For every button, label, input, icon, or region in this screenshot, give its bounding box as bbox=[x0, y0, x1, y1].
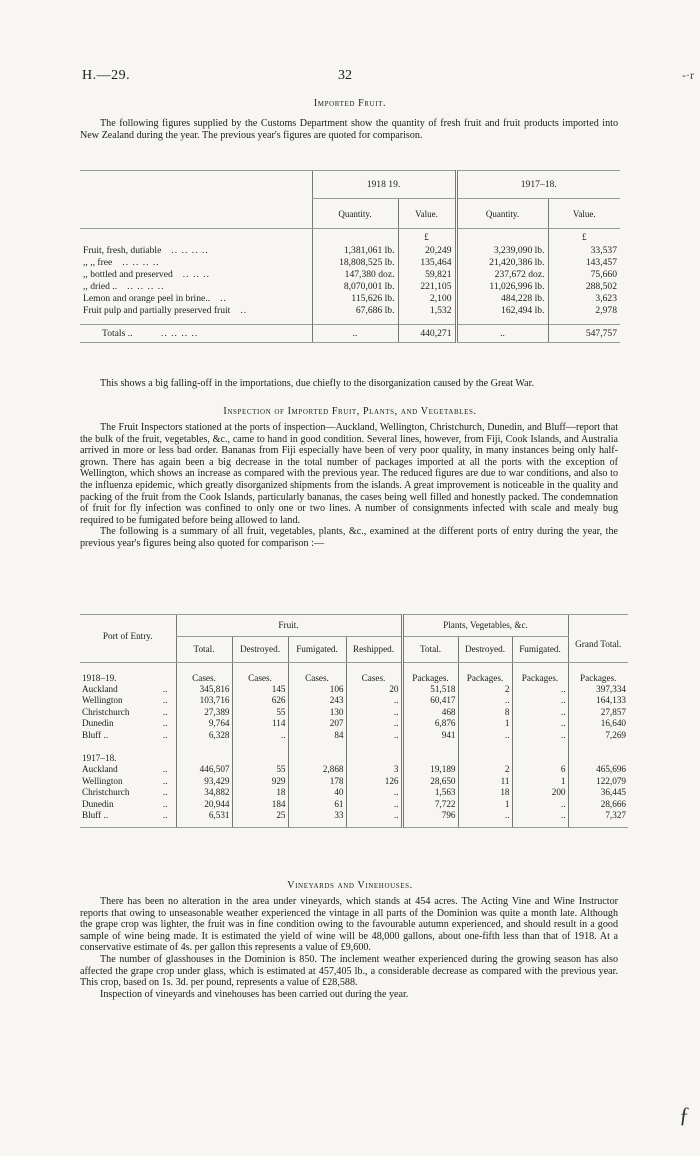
glasshouses-text: The number of glasshouses in the Dominion is 850. The inclement weather experienced during the growing season has also affected the grape crop under glass, which is estimated at 457,405 lb., a considerable decrease as compared with the previous year. This crop, based on 1s. 3d. per pound, represents a value of £28,588. bbox=[80, 953, 618, 989]
plants-total: 6,876 bbox=[402, 718, 458, 729]
leader-dots: .. bbox=[162, 683, 168, 694]
leader-dots: .. bbox=[162, 775, 168, 786]
port-row bbox=[80, 799, 628, 810]
value-1918: 135,464 bbox=[398, 257, 456, 269]
grand-total: 397,334 bbox=[568, 684, 628, 695]
plants-destroyed-header: Destroyed. bbox=[458, 637, 512, 663]
fruit-reshipped: .. bbox=[346, 718, 402, 729]
quantity-1917: 3,239,090 lb. bbox=[456, 245, 548, 257]
quantity-header: Quantity. bbox=[312, 199, 398, 229]
plants-total: 7,722 bbox=[402, 799, 458, 810]
port-name bbox=[80, 718, 176, 729]
quantity-1918: 115,626 lb. bbox=[312, 293, 398, 305]
port-name bbox=[80, 730, 176, 741]
fruit-import-row bbox=[80, 245, 620, 257]
year-1917-18-header: 1917–18. bbox=[456, 171, 620, 199]
totals-label bbox=[80, 325, 312, 343]
plants-destroyed: 1 bbox=[458, 799, 512, 810]
plants-total: 60,417 bbox=[402, 695, 458, 706]
value-header: Value. bbox=[398, 199, 456, 229]
port-name-text: Bluff .. bbox=[82, 729, 109, 740]
section-heading-imported-fruit: Imported Fruit. bbox=[313, 98, 387, 109]
fruit-total: 93,429 bbox=[176, 776, 232, 787]
plants-fumigated: .. bbox=[512, 810, 568, 821]
quantity-1918: 67,686 lb. bbox=[312, 305, 398, 317]
port-row bbox=[80, 776, 628, 787]
value-1918: 1,532 bbox=[398, 305, 456, 317]
leader-dots: .. bbox=[162, 787, 168, 798]
fruit-import-row bbox=[80, 293, 620, 305]
port-name bbox=[80, 695, 176, 706]
fruit-reshipped-header: Reshipped. bbox=[346, 637, 402, 663]
spacer-row bbox=[80, 663, 628, 673]
fruit-destroyed: 55 bbox=[232, 764, 288, 775]
import-category-text: Fruit, fresh, dutiable bbox=[83, 244, 162, 256]
fruit-destroyed-header: Destroyed. bbox=[232, 637, 288, 663]
totals-row bbox=[80, 325, 620, 343]
fruit-fumigated-header: Fumigated. bbox=[288, 637, 346, 663]
fruit-destroyed: 55 bbox=[232, 707, 288, 718]
plants-destroyed: 2 bbox=[458, 764, 512, 775]
fruit-import-row bbox=[80, 281, 620, 293]
fruit-reshipped: .. bbox=[346, 799, 402, 810]
leader-dots: .. bbox=[240, 304, 248, 316]
fruit-total: 9,764 bbox=[176, 718, 232, 729]
empty-cell bbox=[346, 753, 402, 764]
fruit-reshipped: 126 bbox=[346, 776, 402, 787]
port-row bbox=[80, 810, 628, 821]
fruit-total-header: Total. bbox=[176, 637, 232, 663]
leader-dots: .. .. .. .. bbox=[127, 280, 165, 292]
inspection-summary-table bbox=[80, 614, 628, 828]
port-row bbox=[80, 764, 628, 775]
port-name bbox=[80, 787, 176, 798]
fruit-reshipped: 20 bbox=[346, 684, 402, 695]
leader-dots: .. bbox=[162, 764, 168, 775]
unit-label: Packages. bbox=[458, 673, 512, 684]
plants-destroyed: 11 bbox=[458, 776, 512, 787]
plants-destroyed: 2 bbox=[458, 684, 512, 695]
plants-fumigated: .. bbox=[512, 799, 568, 810]
grand-total: 164,133 bbox=[568, 695, 628, 706]
import-category bbox=[80, 245, 312, 257]
plants-fumigated: .. bbox=[512, 684, 568, 695]
fruit-header: Fruit. bbox=[176, 615, 402, 637]
fruit-import-row bbox=[80, 269, 620, 281]
import-category-text: Fruit pulp and partially preserved fruit bbox=[83, 304, 231, 316]
port-of-entry-header: Port of Entry. bbox=[80, 615, 176, 663]
fruit-destroyed: 18 bbox=[232, 787, 288, 798]
unit-label: Cases. bbox=[232, 673, 288, 684]
plants-total-header: Total. bbox=[402, 637, 458, 663]
value-header: Value. bbox=[548, 199, 620, 229]
port-name-text: Wellington bbox=[82, 775, 123, 786]
quantity-1917: 162,494 lb. bbox=[456, 305, 548, 317]
empty-cell bbox=[176, 753, 232, 764]
unit-label: Packages. bbox=[512, 673, 568, 684]
plants-fumigated-header: Fumigated. bbox=[512, 637, 568, 663]
fruit-fumigated: 106 bbox=[288, 684, 346, 695]
value-1918: 2,100 bbox=[398, 293, 456, 305]
vineyards-paragraph bbox=[80, 896, 618, 1000]
fruit-import-row bbox=[80, 257, 620, 269]
unit-label: Cases. bbox=[288, 673, 346, 684]
plants-fumigated: .. bbox=[512, 695, 568, 706]
fruit-total: 34,882 bbox=[176, 787, 232, 798]
fruit-total: 20,944 bbox=[176, 799, 232, 810]
value-1917: 33,537 bbox=[548, 245, 620, 257]
fruit-fumigated: 178 bbox=[288, 776, 346, 787]
port-name-text: Dunedin bbox=[82, 798, 114, 809]
grand-total-header: Grand Total. bbox=[568, 615, 628, 663]
import-category bbox=[80, 257, 312, 269]
port-name-text: Wellington bbox=[82, 695, 123, 706]
import-category-text: ,, bottled and preserved bbox=[83, 268, 173, 280]
import-category bbox=[80, 293, 312, 305]
port-row bbox=[80, 684, 628, 695]
plants-destroyed: 18 bbox=[458, 787, 512, 798]
fruit-import-row bbox=[80, 305, 620, 317]
plants-destroyed: .. bbox=[458, 810, 512, 821]
plants-destroyed: 8 bbox=[458, 707, 512, 718]
plants-fumigated: 200 bbox=[512, 787, 568, 798]
import-category bbox=[80, 281, 312, 293]
after-table-text: This shows a big falling-off in the importations, due chiefly to the disorganization caused by the Great War. bbox=[100, 378, 534, 389]
port-row bbox=[80, 718, 628, 729]
grand-total: 122,079 bbox=[568, 776, 628, 787]
fruit-total: 345,816 bbox=[176, 684, 232, 695]
plants-destroyed: .. bbox=[458, 730, 512, 741]
port-name-text: Christchurch bbox=[82, 706, 130, 717]
unit-label: Cases. bbox=[346, 673, 402, 684]
totals-quantity-1918: .. bbox=[312, 325, 398, 343]
leader-dots: .. bbox=[162, 809, 168, 820]
leader-dots: .. bbox=[162, 706, 168, 717]
plants-total: 28,650 bbox=[402, 776, 458, 787]
port-name bbox=[80, 810, 176, 821]
intro-paragraph bbox=[80, 118, 618, 141]
leader-dots: .. .. .. .. bbox=[160, 327, 199, 339]
fruit-destroyed: 25 bbox=[232, 810, 288, 821]
fruit-reshipped: .. bbox=[346, 730, 402, 741]
fruit-fumigated: 243 bbox=[288, 695, 346, 706]
fruit-fumigated: 33 bbox=[288, 810, 346, 821]
plants-total: 51,518 bbox=[402, 684, 458, 695]
port-name-text: Auckland bbox=[82, 764, 118, 775]
port-name bbox=[80, 764, 176, 775]
leader-dots: .. bbox=[162, 798, 168, 809]
unit-label: Packages. bbox=[568, 673, 628, 684]
plants-fumigated: 6 bbox=[512, 764, 568, 775]
corner-mark: -·r bbox=[682, 68, 694, 82]
empty-cell bbox=[568, 753, 628, 764]
year-group-row bbox=[80, 673, 628, 684]
port-name bbox=[80, 707, 176, 718]
quantity-header: Quantity. bbox=[456, 199, 548, 229]
leader-dots: .. bbox=[162, 695, 168, 706]
year-1918-19-header: 1918 19. bbox=[312, 171, 456, 199]
page-reference: H.—29. bbox=[82, 68, 131, 83]
fruit-destroyed: 929 bbox=[232, 776, 288, 787]
fruit-reshipped: 3 bbox=[346, 764, 402, 775]
totals-label-text: Totals .. bbox=[102, 327, 133, 339]
totals-value-1918: 440,271 bbox=[398, 325, 456, 343]
footer-mark: ƒ bbox=[679, 1102, 690, 1127]
summary-intro-text: The following is a summary of all fruit, vegetables, plants, &c., examined at the different ports of entry during the year, the previous year's figures being also quoted for comparison :— bbox=[80, 526, 618, 549]
fruit-total: 6,328 bbox=[176, 730, 232, 741]
plants-total: 468 bbox=[402, 707, 458, 718]
import-category bbox=[80, 269, 312, 281]
port-name bbox=[80, 776, 176, 787]
port-name-text: Auckland bbox=[82, 683, 118, 694]
empty-cell bbox=[458, 753, 512, 764]
imported-fruit-table bbox=[80, 170, 620, 343]
grand-total: 465,696 bbox=[568, 764, 628, 775]
plants-vegetables-header: Plants, Vegetables, &c. bbox=[402, 615, 568, 637]
leader-dots: .. .. .. .. bbox=[171, 244, 209, 256]
fruit-reshipped: .. bbox=[346, 787, 402, 798]
fruit-destroyed: .. bbox=[232, 730, 288, 741]
port-row bbox=[80, 730, 628, 741]
fruit-total: 446,507 bbox=[176, 764, 232, 775]
value-1918: 221,105 bbox=[398, 281, 456, 293]
import-category-text: Lemon and orange peel in brine.. bbox=[83, 292, 211, 304]
leader-dots: .. bbox=[162, 729, 168, 740]
plants-total: 941 bbox=[402, 730, 458, 741]
value-1917: 288,502 bbox=[548, 281, 620, 293]
quantity-1918: 1,381,061 lb. bbox=[312, 245, 398, 257]
year-group-row bbox=[80, 753, 628, 764]
grand-total: 7,327 bbox=[568, 810, 628, 821]
currency-symbol: £ bbox=[548, 229, 620, 245]
port-row bbox=[80, 707, 628, 718]
port-name bbox=[80, 684, 176, 695]
fruit-fumigated: 84 bbox=[288, 730, 346, 741]
plants-fumigated: 1 bbox=[512, 776, 568, 787]
fruit-fumigated: 2,868 bbox=[288, 764, 346, 775]
page-number: 32 bbox=[338, 68, 352, 83]
port-name-text: Bluff .. bbox=[82, 809, 109, 820]
leader-dots: .. bbox=[162, 718, 168, 729]
section-heading-vineyards: Vineyards and Vinehouses. bbox=[287, 880, 413, 891]
plants-fumigated: .. bbox=[512, 707, 568, 718]
import-category-text: ,, ,, free bbox=[83, 256, 113, 268]
fruit-reshipped: .. bbox=[346, 810, 402, 821]
value-1918: 20,249 bbox=[398, 245, 456, 257]
plants-destroyed: 1 bbox=[458, 718, 512, 729]
plants-fumigated: .. bbox=[512, 718, 568, 729]
fruit-fumigated: 61 bbox=[288, 799, 346, 810]
port-name-text: Christchurch bbox=[82, 787, 130, 798]
import-category-text: ,, dried .. bbox=[83, 280, 118, 292]
plants-total: 796 bbox=[402, 810, 458, 821]
grand-total: 36,445 bbox=[568, 787, 628, 798]
fruit-destroyed: 114 bbox=[232, 718, 288, 729]
table-bottom-row bbox=[80, 821, 628, 827]
grand-total: 7,269 bbox=[568, 730, 628, 741]
fruit-destroyed: 184 bbox=[232, 799, 288, 810]
inspection-vineyards-text: Inspection of vineyards and vinehouses has been carried out during the year. bbox=[100, 988, 409, 1000]
inspection-text: The Fruit Inspectors stationed at the ports of inspection—Auckland, Wellington, Christchurch, Dunedin, and Bluff—report that the bulk of the fruit, vegetables, &c., came to hand in good condition. Several lines, however, from Fiji, Cook Islands, and Australia arrived in more or less bad order. Bananas from Fiji especially have been of very poor quality, in many instances being only half-grown. There has again been a big decrease in the total number of packages imported at all the ports with the exception of Wellington, which shows an increase as compared with the previous year. The reduced figures are due to war conditions, and also to the influenza epidemic, which greatly disorganized shipments from the islands. A great improvement is noticeable in the quality and packing of the fruit from the Cook Islands, particularly bananas, the cases being well filled and honestly packed. The condemnation of fruit for fly infection was confined to only one or two lines. A number of consignments infected with scale and mealy bug required to be fumigated before being allowed to land. bbox=[80, 422, 618, 526]
fruit-reshipped: .. bbox=[346, 695, 402, 706]
unit-label: Cases. bbox=[176, 673, 232, 684]
quantity-1917: 11,026,996 lb. bbox=[456, 281, 548, 293]
value-1917: 3,623 bbox=[548, 293, 620, 305]
grand-total: 28,666 bbox=[568, 799, 628, 810]
currency-symbol: £ bbox=[398, 229, 456, 245]
port-name bbox=[80, 799, 176, 810]
fruit-destroyed: 626 bbox=[232, 695, 288, 706]
spacer-row bbox=[80, 741, 628, 753]
vineyards-text: There has been no alteration in the area under vineyards, which stands at 454 acres. The Acting Vine and Wine Instructor reports that owing to unseasonable weather experienced the vintage in all parts of the Dominion was quite a month late. Although the grape crop was lighter, the fruit was in fine condition owing to the favourable autumn experienced, and should result in a good sample of wine being made. It is estimated the yield of wine will be 48,000 gallons, about one-fifth less than that of 1918. At a conservative estimate of 4s. per gallon this represents a value of £9,600. bbox=[80, 896, 618, 954]
quantity-1917: 237,672 doz. bbox=[456, 269, 548, 281]
section-heading-inspection: Inspection of Imported Fruit, Plants, and Vegetables. bbox=[223, 406, 477, 417]
value-1918: 59,821 bbox=[398, 269, 456, 281]
fruit-total: 103,716 bbox=[176, 695, 232, 706]
unit-label: Packages. bbox=[402, 673, 458, 684]
totals-value-1917: 547,757 bbox=[548, 325, 620, 343]
fruit-total: 27,389 bbox=[176, 707, 232, 718]
plants-fumigated: .. bbox=[512, 730, 568, 741]
value-1917: 143,457 bbox=[548, 257, 620, 269]
fruit-fumigated: 40 bbox=[288, 787, 346, 798]
empty-cell bbox=[512, 753, 568, 764]
port-name-text: Dunedin bbox=[82, 718, 114, 729]
value-1917: 2,978 bbox=[548, 305, 620, 317]
quantity-1917: 21,420,386 lb. bbox=[456, 257, 548, 269]
import-category bbox=[80, 305, 312, 317]
quantity-1918: 8,070,001 lb. bbox=[312, 281, 398, 293]
after-table-paragraph bbox=[80, 378, 618, 390]
plants-total: 1,563 bbox=[402, 787, 458, 798]
plants-total: 19,189 bbox=[402, 764, 458, 775]
quantity-1917: 484,228 lb. bbox=[456, 293, 548, 305]
port-row bbox=[80, 787, 628, 798]
plants-destroyed: .. bbox=[458, 695, 512, 706]
totals-quantity-1917: .. bbox=[456, 325, 548, 343]
empty-cell bbox=[288, 753, 346, 764]
value-1917: 75,660 bbox=[548, 269, 620, 281]
year-group-label: 1918–19. bbox=[82, 672, 117, 683]
leader-dots: .. .. .. .. bbox=[122, 256, 160, 268]
quantity-1918: 147,380 doz. bbox=[312, 269, 398, 281]
leader-dots: .. .. .. bbox=[182, 268, 210, 280]
year-group-label: 1917–18. bbox=[82, 752, 117, 763]
fruit-reshipped: .. bbox=[346, 707, 402, 718]
quantity-1918: 18,808,525 lb. bbox=[312, 257, 398, 269]
grand-total: 16,640 bbox=[568, 718, 628, 729]
empty-cell bbox=[402, 753, 458, 764]
leader-dots: .. bbox=[220, 292, 227, 304]
intro-text: The following figures supplied by the Customs Department show the quantity of fresh fruit and fruit products imported into New Zealand during the year. The previous year's figures are quoted for comparison. bbox=[80, 118, 618, 141]
grand-total: 27,857 bbox=[568, 707, 628, 718]
fruit-destroyed: 145 bbox=[232, 684, 288, 695]
inspection-paragraph bbox=[80, 422, 618, 550]
fruit-fumigated: 130 bbox=[288, 707, 346, 718]
fruit-fumigated: 207 bbox=[288, 718, 346, 729]
empty-cell bbox=[232, 753, 288, 764]
port-row bbox=[80, 695, 628, 706]
fruit-total: 6,531 bbox=[176, 810, 232, 821]
